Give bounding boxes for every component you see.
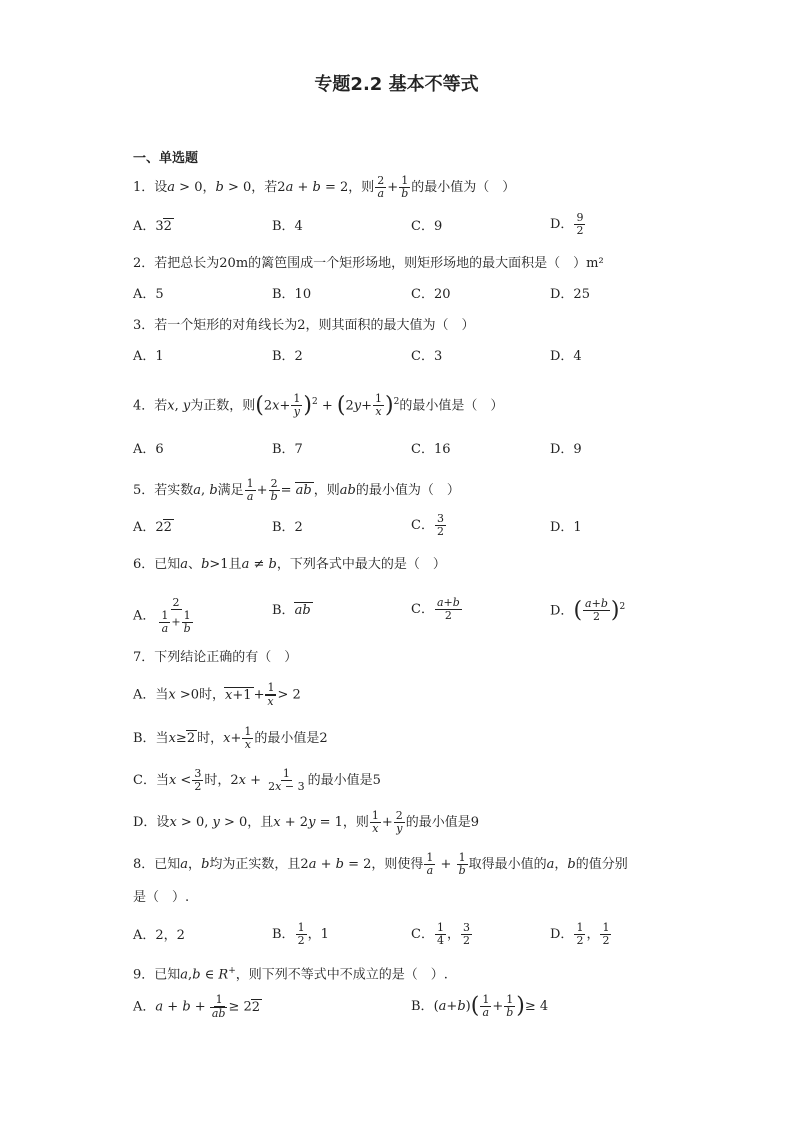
q5-option-a[interactable]: A．22 [133,520,172,535]
q3-option-c[interactable]: C．3 [411,349,443,364]
question-9: 9．已知a,b ∈ R+，则下列不等式中不成立的是（ ）. [133,966,448,983]
question-2: 2．若把总长为20m的篱笆围成一个矩形场地，则矩形场地的最大面积是（ ）m² [133,256,604,271]
q4-option-b[interactable]: B．7 [272,442,303,457]
question-7: 7．下列结论正确的有（ ） [133,650,298,665]
q8-option-b[interactable]: B． $\frac{1}{2}$ ，1 [272,921,329,947]
q8-option-c[interactable]: C． $\frac{1}{4}$ ， $\frac{3}{2}$ [411,921,470,947]
q9-option-b[interactable]: B．(a+b)( $\frac{1}{a}$ + $\frac{1}{b}$ )≥ 4 [411,993,549,1019]
q6-option-b[interactable]: B．ab [272,603,311,618]
q1-option-a[interactable]: A．32 [133,219,172,234]
question-4: 4．若x, y为正数，则(2x+ $\frac{1}{y}$ )$^2$ + (2y+ $\frac{1}{x}$ )$^2$的最小值是（ ） [133,392,504,419]
q7-option-a[interactable]: A．当x >0时，x+1 + $\frac{1}{x}$ > 2 [133,681,301,708]
q6-option-c[interactable]: C． $\frac{a+b}{2}$ [411,596,460,622]
question-1: 1．设a > 0，b > 0，若2a + b = 2，则 $\frac{2}{a}$ + $\frac{1}{b}$ 的最小值为（ ） [133,174,516,200]
q6-option-d[interactable]: D．( $\frac{a+b}{2}$ )$^2$ [550,597,626,624]
q7-option-d[interactable]: D．设x > 0, y > 0，且x + 2y = 1，则 $\frac{1}{x}$ + $\frac{2}{y}$ 的最小值是9 [133,809,480,835]
q2-option-a[interactable]: A．5 [133,287,164,302]
question-8-continued: 是（ ）. [133,890,190,905]
page-title: 专题2.2 基本不等式 [314,74,479,95]
question-8: 8．已知a，b均为正实数，且2a + b = 2，则使得 $\frac{1}{a}$ + $\frac{1}{b}$ 取得最小值的a，b的值分别 [133,851,628,877]
q2-option-b[interactable]: B．10 [272,287,312,302]
q7-option-c[interactable]: C．当x < $\frac{3}{2}$ 时，2x + $\frac{1}{2x - 3}$ 的最小值是5 [133,767,381,793]
q7-option-b[interactable]: B．当x≥2 时，x+ $\frac{1}{x}$ 的最小值是2 [133,725,328,751]
q8-option-a[interactable]: A．2，2 [133,928,185,943]
q5-option-d[interactable]: D．1 [550,520,582,535]
q1-option-d[interactable]: D． $\frac{9}{2}$ [550,211,584,237]
section-heading: 一、单选题 [133,151,199,166]
q5-option-c[interactable]: C． $\frac{3}{2}$ [411,512,444,538]
q4-option-c[interactable]: C．16 [411,442,451,457]
q8-option-d[interactable]: D． $\frac{1}{2}$ ， $\frac{1}{2}$ [550,921,610,947]
question-6: 6．已知a、b>1且a ≠ b，下列各式中最大的是（ ） [133,557,446,572]
q2-option-d[interactable]: D．25 [550,287,590,302]
q4-option-a[interactable]: A．6 [133,442,164,457]
q3-option-b[interactable]: B．2 [272,349,303,364]
q1-option-c[interactable]: C．9 [411,219,443,234]
question-3: 3．若一个矩形的对角线长为2，则其面积的最大值为（ ） [133,318,475,333]
q5-option-b[interactable]: B．2 [272,520,303,535]
q2-option-c[interactable]: C．20 [411,287,451,302]
q4-option-d[interactable]: D．9 [550,442,582,457]
q3-option-d[interactable]: D．4 [550,349,582,364]
q1-option-b[interactable]: B．4 [272,219,303,234]
q9-option-a[interactable]: A．a + b + $\frac{1}{ab}$ ≥ 22 [133,993,261,1020]
question-5: 5．若实数a, b满足 $\frac{1}{a}$ + $\frac{2}{b}$ = ab ，则ab的最小值为（ ） [133,477,460,503]
q3-option-a[interactable]: A．1 [133,349,164,364]
q6-option-a[interactable]: A． 2 $\frac{1}{a}$ + $\frac{1}{b}$ [133,596,191,635]
